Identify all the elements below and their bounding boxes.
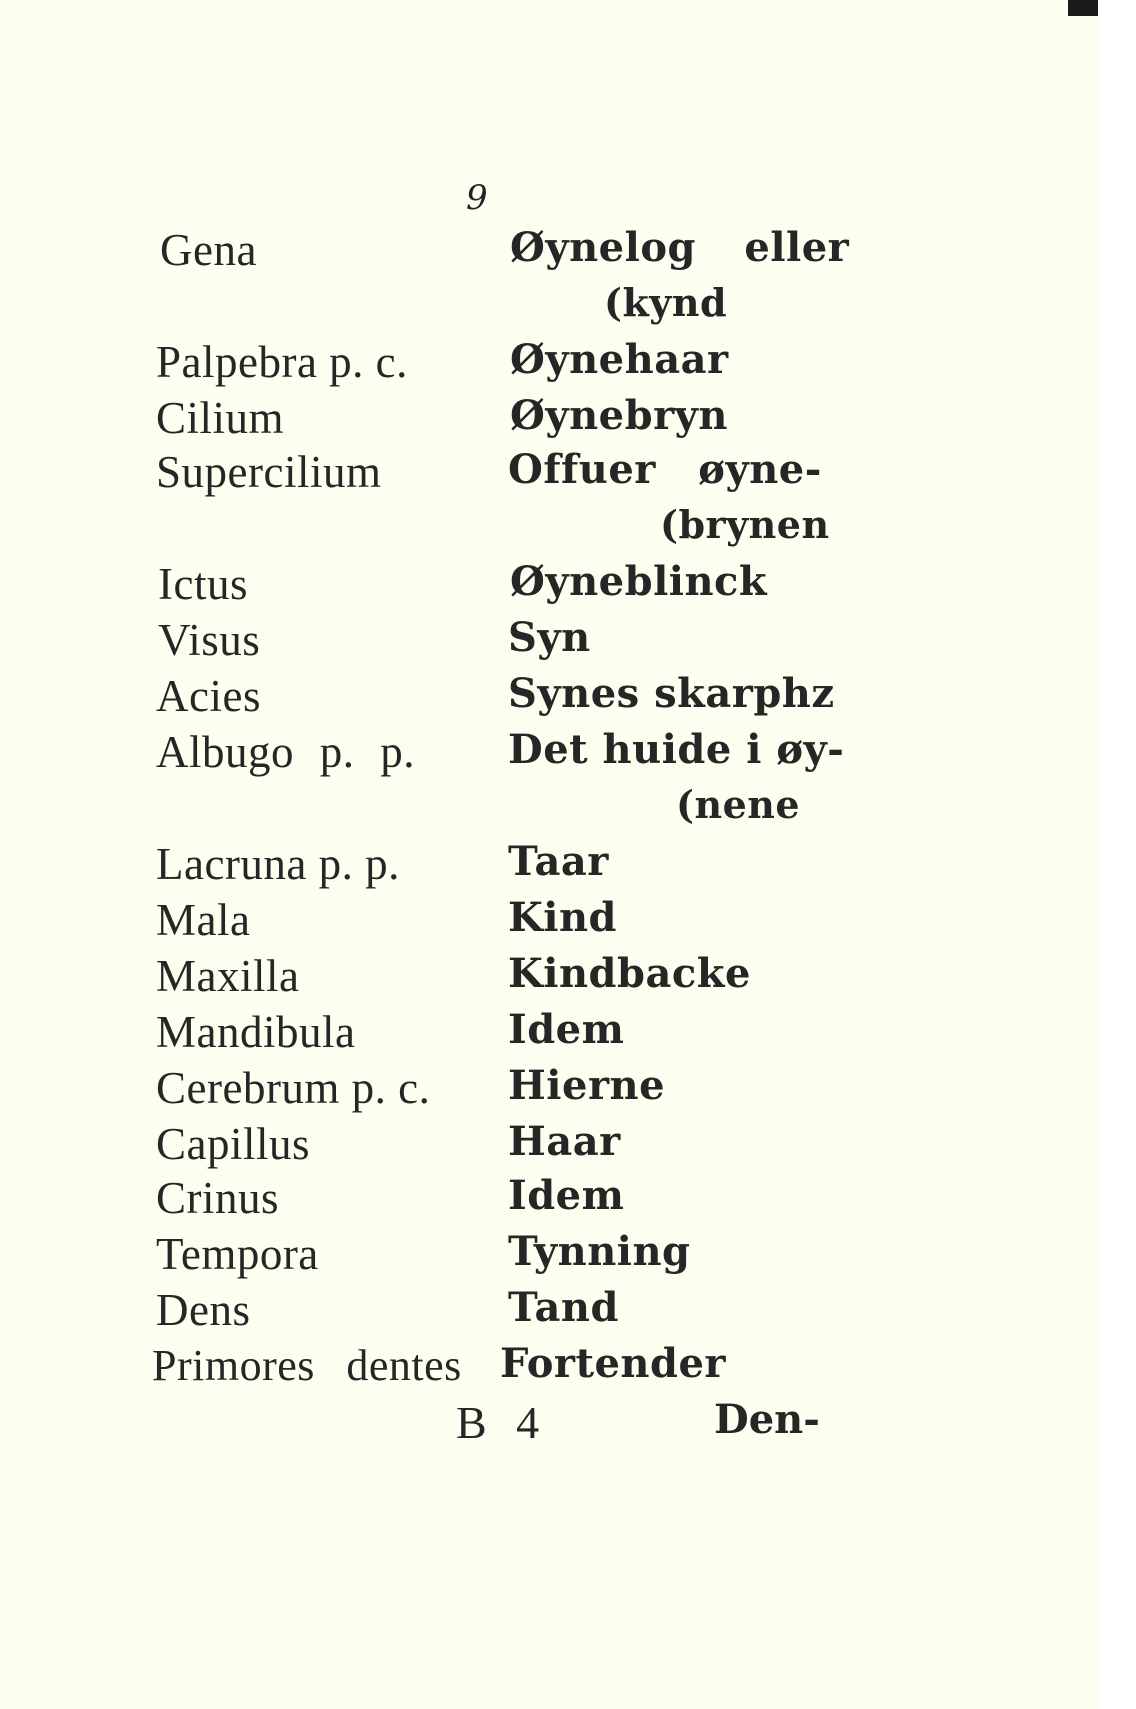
danish-term: Syn	[508, 614, 591, 661]
latin-term: Acies	[156, 671, 261, 721]
danish-term-continuation: (brynen	[660, 502, 830, 547]
danish-term: Haar	[508, 1118, 621, 1165]
danish-term: Taar	[508, 838, 609, 885]
latin-term: Mandibula	[156, 1007, 356, 1057]
latin-term: Mala	[156, 895, 251, 945]
folio-number: 9	[466, 178, 488, 218]
latin-term: Primores dentes	[152, 1341, 462, 1390]
catchword: Den-	[714, 1396, 820, 1443]
danish-term: Kind	[508, 894, 618, 941]
latin-term: Cerebrum p. c.	[156, 1063, 431, 1113]
latin-term: Tempora	[156, 1229, 319, 1279]
danish-term: Hierne	[508, 1062, 666, 1109]
latin-term: Palpebra p. c.	[156, 337, 408, 387]
danish-term: Øynelog eller	[510, 224, 850, 271]
danish-term: Synes skarphz	[508, 670, 835, 717]
latin-term: Supercilium	[156, 447, 382, 497]
scan-edge-mark	[1068, 0, 1098, 16]
latin-term: Lacruna p. p.	[156, 839, 400, 889]
danish-term: Tand	[508, 1284, 619, 1331]
danish-term: Det huide i øy-	[508, 726, 845, 773]
danish-term: Øyneblinck	[510, 558, 768, 605]
latin-term: Gena	[160, 225, 257, 275]
latin-term: Crinus	[156, 1173, 280, 1223]
latin-term: Dens	[156, 1285, 251, 1335]
danish-term: Fortender	[500, 1340, 726, 1387]
danish-term-continuation: (kynd	[604, 280, 728, 325]
latin-term: Capillus	[156, 1119, 311, 1169]
latin-term: Maxilla	[156, 951, 300, 1001]
danish-term: Offuer øyne-	[508, 446, 822, 493]
latin-term: Visus	[158, 615, 261, 665]
latin-term: Albugo p. p.	[156, 727, 415, 777]
danish-term: Tynning	[508, 1228, 691, 1275]
latin-term: Ictus	[158, 559, 248, 609]
danish-term: Øynebryn	[510, 392, 728, 439]
danish-term: Kindbacke	[508, 950, 751, 997]
danish-term: Øynehaar	[510, 336, 729, 383]
danish-term: Idem	[508, 1172, 625, 1219]
signature-mark: B 4	[456, 1397, 540, 1448]
latin-term: Cilium	[156, 393, 285, 443]
danish-term-continuation: (nene	[676, 782, 801, 827]
danish-term: Idem	[508, 1006, 625, 1053]
